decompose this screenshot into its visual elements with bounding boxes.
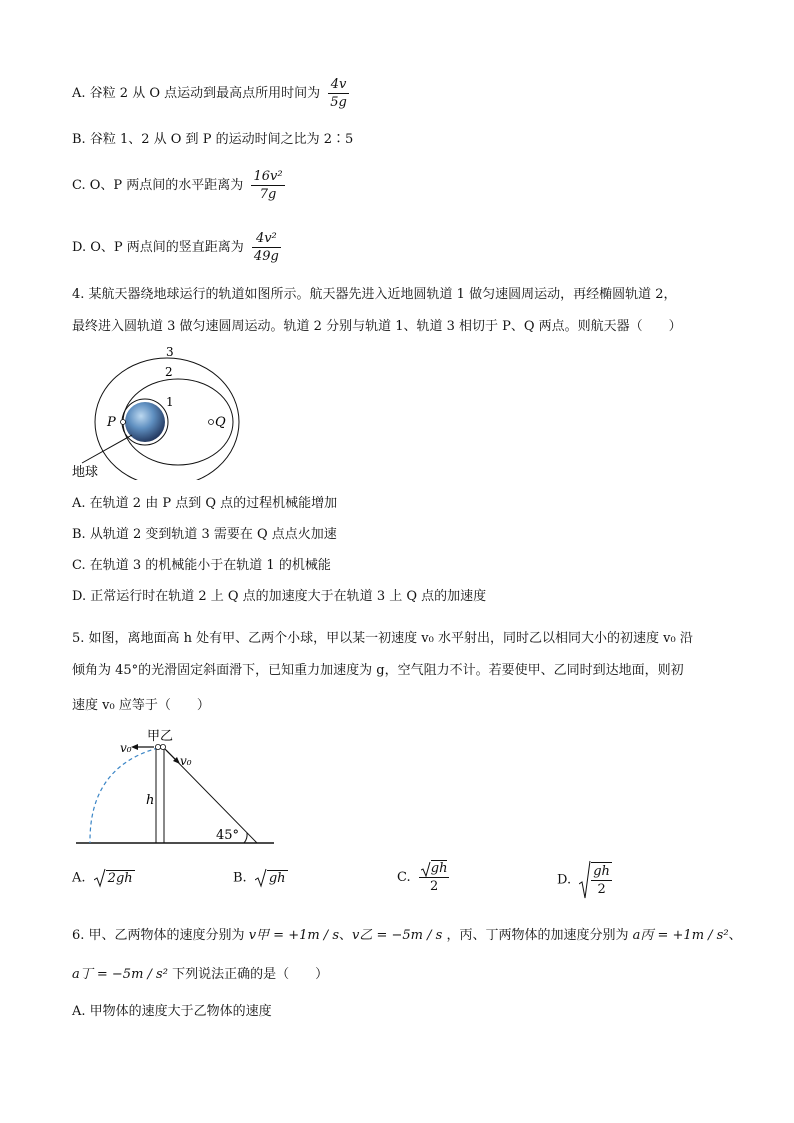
tower bbox=[156, 748, 164, 843]
option-label: B. bbox=[72, 132, 86, 147]
q4-option-c: C. 在轨道 3 的机械能小于在轨道 1 的机械能 bbox=[72, 558, 331, 573]
radicand: 2gh bbox=[107, 870, 133, 886]
sqrt-radical-icon bbox=[421, 861, 431, 877]
option-label: D. bbox=[72, 240, 87, 255]
option-label: A. bbox=[72, 86, 86, 101]
sqrt-expression bbox=[255, 868, 288, 888]
velocity-jia: v甲 = +1m / s bbox=[248, 928, 339, 943]
incline-diagram bbox=[74, 722, 279, 850]
radicand: gh bbox=[430, 861, 448, 876]
numerator bbox=[419, 860, 450, 878]
denominator: 49g bbox=[253, 249, 279, 264]
angle-arc bbox=[244, 833, 247, 843]
sqrt-radical-icon bbox=[94, 868, 106, 888]
option-text: O、P 两点间的水平距离为 bbox=[89, 178, 244, 193]
q6-stem-post: 下列说法正确的是（ ） bbox=[172, 967, 329, 982]
acceleration-bing: a丙 = +1m / s² bbox=[632, 928, 729, 943]
numerator: gh bbox=[593, 864, 610, 879]
velocity-arrow-slope bbox=[166, 750, 176, 760]
denominator: 5g bbox=[330, 95, 347, 110]
fraction bbox=[252, 230, 281, 265]
v0-left-label: v₀ bbox=[120, 741, 132, 755]
option-text: O、P 两点间的竖直距离为 bbox=[90, 240, 244, 255]
option-text: 谷粒 2 从 O 点运动到最高点所用时间为 bbox=[89, 86, 321, 101]
q6-stem-line-2 bbox=[72, 966, 328, 984]
earth-label: 地球 bbox=[72, 465, 99, 480]
acceleration-ding: a丁 = −5m / s² bbox=[72, 967, 168, 982]
denominator: 7g bbox=[259, 187, 277, 202]
q4-stem-line-2: 最终进入圆轨道 3 做匀速圆周运动。轨道 2 分别与轨道 1、轨道 3 相切于 P、Q 两点。则航天器（ ） bbox=[72, 319, 682, 334]
q4-option-d: D. 正常运行时在轨道 2 上 Q 点的加速度大于在轨道 3 上 Q 点的加速度 bbox=[72, 589, 487, 604]
q6-option-a: A. 甲物体的速度大于乙物体的速度 bbox=[72, 1004, 272, 1019]
q4-stem-line-1: 4. 某航天器绕地球运行的轨道如图所示。航天器先进入近地圆轨道 1 做匀速圆周运动，再经椭圆轨道 2， bbox=[72, 287, 677, 302]
denominator: 2 bbox=[597, 882, 606, 897]
q6-stem-line-1 bbox=[72, 927, 742, 945]
q5-stem-line-3: 速度 v₀ 应等于（ ） bbox=[72, 698, 210, 713]
fraction bbox=[591, 862, 612, 898]
v0-right-label: v₀ bbox=[180, 754, 192, 768]
q3-option-d bbox=[72, 230, 281, 265]
q5-stem-line-2: 倾角为 45°的光滑固定斜面滑下，已知重力加速度为 g，空气阻力不计。若要使甲、乙同时到达地面，则初 bbox=[72, 663, 684, 678]
numerator: 4v² bbox=[252, 230, 281, 248]
sqrt-radical-icon bbox=[579, 860, 591, 900]
sqrt-expression bbox=[579, 860, 612, 900]
q5-option-b bbox=[233, 868, 288, 888]
radicand: gh bbox=[268, 870, 286, 886]
point-p-marker bbox=[121, 420, 126, 425]
q3-option-a bbox=[72, 76, 349, 111]
point-q-marker bbox=[209, 420, 214, 425]
height-label: h bbox=[146, 793, 155, 808]
q3-option-c bbox=[72, 168, 285, 203]
option-label: B. bbox=[233, 870, 247, 886]
numerator: 16v² bbox=[253, 169, 283, 184]
q5-option-c bbox=[397, 860, 449, 895]
orbit-diagram bbox=[70, 345, 240, 480]
denominator: 2 bbox=[429, 879, 439, 894]
q5-stem-line-1: 5. 如图，离地面高 h 处有甲、乙两个小球，甲以某一初速度 v₀ 水平射出，同时乙以相同大小的初速度 v₀ 沿 bbox=[72, 631, 693, 646]
orbit-3-label: 3 bbox=[166, 345, 174, 359]
jiayi-label: 甲乙 bbox=[147, 729, 174, 744]
q5-option-d bbox=[557, 860, 612, 900]
sqrt-expression bbox=[94, 868, 135, 888]
sqrt-radical-icon bbox=[255, 868, 267, 888]
q3-option-b bbox=[72, 131, 353, 149]
point-p-label: P bbox=[107, 415, 116, 430]
separator: 、 bbox=[339, 928, 353, 943]
q6-stem-mid: ，丙、丁两物体的加速度分别为 bbox=[446, 928, 629, 943]
angle-label: 45° bbox=[216, 828, 240, 843]
fraction bbox=[419, 860, 450, 895]
numerator: 4v bbox=[328, 76, 349, 94]
separator: 、 bbox=[728, 928, 742, 943]
fraction bbox=[251, 168, 284, 203]
option-label: A. bbox=[72, 870, 86, 886]
q5-option-a bbox=[72, 868, 135, 888]
velocity-yi: v乙 = −5m / s bbox=[352, 928, 443, 943]
orbit-2-label: 2 bbox=[165, 365, 173, 379]
option-label: D. bbox=[557, 872, 572, 888]
fraction bbox=[328, 76, 349, 111]
arrowhead-left bbox=[131, 744, 138, 750]
option-label: C. bbox=[397, 870, 411, 885]
q4-option-b: B. 从轨道 2 变到轨道 3 需要在 Q 点点火加速 bbox=[72, 527, 337, 542]
ball-yi bbox=[160, 744, 165, 749]
ball-jia bbox=[155, 744, 160, 749]
option-label: C. bbox=[72, 178, 86, 193]
q6-stem-pre: 6. 甲、乙两物体的速度分别为 bbox=[72, 928, 245, 943]
q4-option-a: A. 在轨道 2 由 P 点到 Q 点的过程机械能增加 bbox=[72, 496, 338, 511]
earth-pointer-line bbox=[82, 435, 132, 463]
orbit-1-label: 1 bbox=[166, 395, 174, 409]
option-text: 谷粒 1、2 从 O 到 P 的运动时间之比为 2∶5 bbox=[89, 132, 354, 147]
point-q-label: Q bbox=[215, 415, 226, 430]
